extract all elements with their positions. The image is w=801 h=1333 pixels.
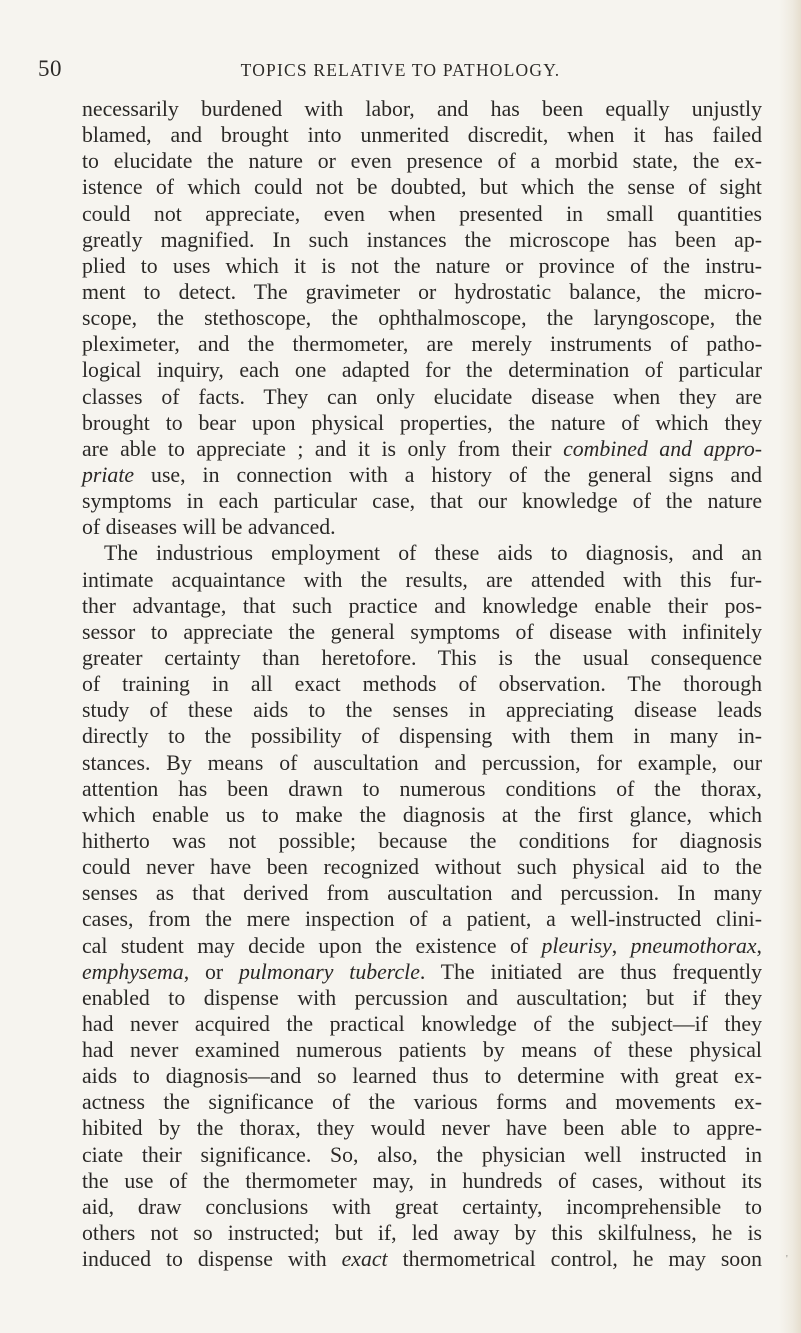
text-run: thermometrical control, he may soon [402,1247,762,1272]
text-line-mixed [82,933,762,959]
italic-run: emphysema [82,959,184,984]
page-edge-shading [779,0,801,1333]
text-line: plied to uses which it is not the nature or province of the instru- [82,253,762,278]
text-line: brought to bear upon physical properties, the nature of which they [82,410,762,435]
text-line: senses as that derived from auscultation and percussion. In many [82,881,762,906]
text-line: hitherto was not possible; because the conditions for diagnosis [82,828,762,853]
text-line: actness the significance of the various forms and movements ex- [82,1090,762,1115]
text-line: to elucidate the nature or even presence of a morbid state, the ex- [82,149,762,174]
italic-run: pneumothorax [630,933,757,958]
text-run: , [756,933,762,958]
italic-run: exact [341,1247,388,1272]
text-line: study of these aids to the senses in appreciating disease leads [82,698,762,723]
text-line: had never acquired the practical knowledge of the subject—if they [82,1011,762,1036]
text-line: ther advantage, that such practice and knowledge enable their pos- [82,593,762,618]
text-line-mixed [82,1246,762,1272]
text-line: stances. By means of auscultation and percussion, for example, our [82,750,762,775]
text-line: ciate their significance. So, also, the physician well instructed in [82,1142,762,1167]
text-line: symptoms in each particular case, that our knowledge of the nature [82,489,762,514]
text-line: of training in all exact methods of observation. The thorough [82,672,762,697]
text-line-mixed [82,436,762,462]
text-run: use, in connection with a history of the general signs and [134,462,762,487]
text-line: ment to detect. The gravimeter or hydrostatic balance, the micro- [82,279,762,304]
text-line: others not so instructed; but if, led away by this skilfulness, he is [82,1221,762,1246]
text-line: logical inquiry, each one adapted for the determination of particular [82,358,762,383]
text-line: the use of the thermometer may, in hundreds of cases, without its [82,1168,762,1193]
text-run: . The initiated are thus frequently [419,959,762,984]
text-line: of diseases will be advanced. [82,515,336,540]
text-run: are able to appreciate ; and it is only from their [82,436,552,461]
italic-run: pleurisy [541,933,612,958]
text-line: attention has been drawn to numerous conditions of the thorax, [82,776,762,801]
text-line: aids to diagnosis—and so learned thus to determine with great ex- [82,1064,762,1089]
text-line: istence of which could not be doubted, but which the sense of sight [82,175,762,200]
text-line: could never have been recognized without such physical aid to the [82,855,762,880]
text-run: induced to dispense with [82,1247,327,1272]
text-run: , [611,933,631,958]
text-line: directly to the possibility of dispensing with them in many in- [82,724,762,749]
text-line: aid, draw conclusions with great certainty, incomprehensible to [82,1194,762,1219]
text-line: hibited by the thorax, they would never have been able to appre- [82,1116,762,1141]
text-line: enabled to dispense with percussion and auscultation; but if they [82,985,762,1010]
italic-run: pulmonary tubercle [238,959,420,984]
text-line: greatly magnified. In such instances the microscope has been ap- [82,227,762,252]
running-head: TOPICS RELATIVE TO PATHOLOGY. [240,60,561,80]
text-line-mixed [82,462,762,488]
text-line: sessor to appreciate the general symptoms of disease with infinitely [82,619,762,644]
text-run: cal student may decide upon the existence of [82,933,529,958]
text-line: blamed, and brought into unmerited discredit, when it has failed [82,123,762,148]
text-line: classes of facts. They can only elucidate disease when they are [82,384,762,409]
text-line: scope, the stethoscope, the ophthalmoscope, the laryngoscope, the [82,306,762,331]
text-line: greater certainty than heretofore. This is the usual consequence [82,645,762,670]
text-run: , or [183,959,239,984]
text-line: cases, from the mere inspection of a patient, a well-instructed clini- [82,907,762,932]
italic-run: priate [82,462,135,487]
body-text [82,96,762,1272]
text-line: The industrious employment of these aids to diagnosis, and an [104,541,762,566]
page-number: 50 [38,56,62,81]
italic-run: combined and appro- [563,436,763,461]
text-line: had never examined numerous patients by means of these physical [82,1038,762,1063]
text-line: could not appreciate, even when presented in small quantities [82,201,762,226]
text-line: necessarily burdened with labor, and has been equally unjustly [82,97,762,121]
text-line-mixed [82,959,762,985]
text-line: pleximeter, and the thermometer, are merely instruments of patho- [82,332,762,357]
text-line: which enable us to make the diagnosis at the first glance, which [82,802,762,827]
text-line: intimate acquaintance with the results, are attended with this fur- [82,567,762,592]
